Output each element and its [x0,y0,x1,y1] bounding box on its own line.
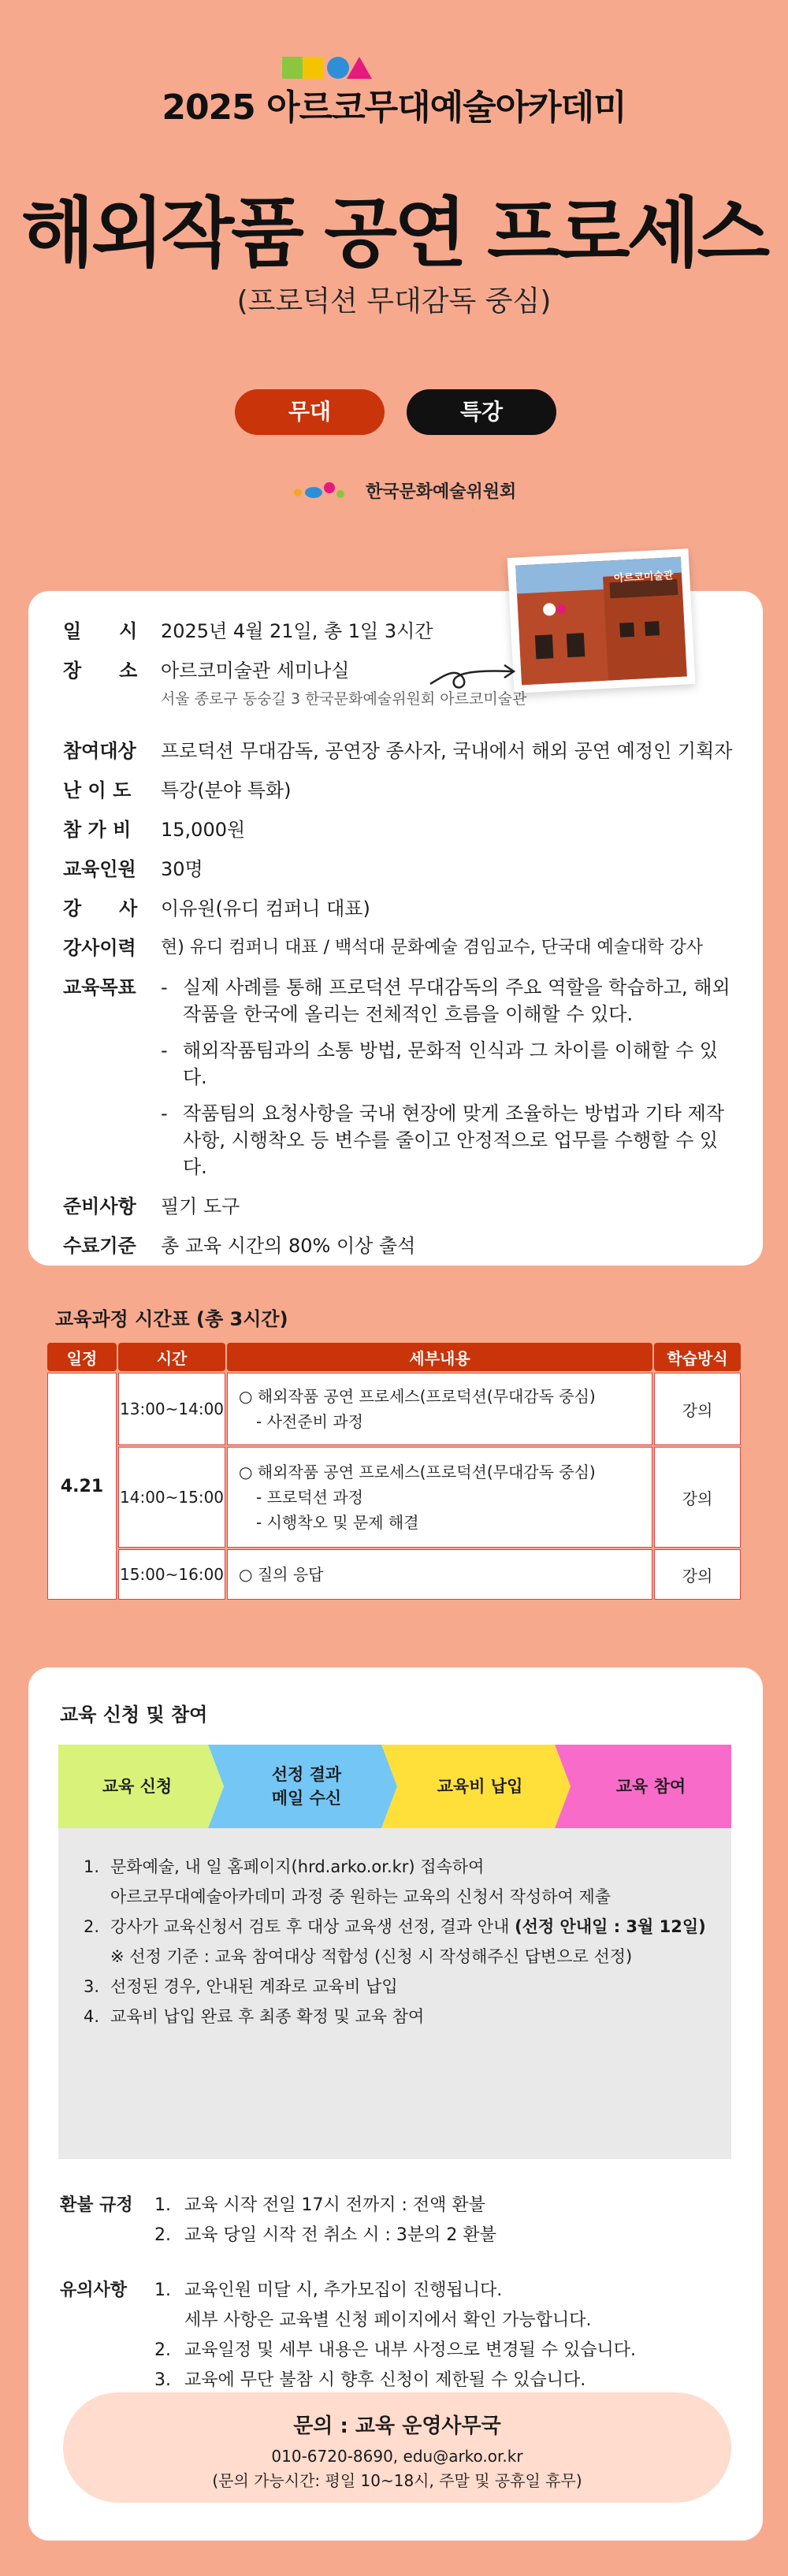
notes: 유의사항 1. 교육인원 미달 시, 추가모집이 진행됩니다. 세부 사항은 교육별 신청 페이지에서 확인 가능합니다. 2. 교육일정 및 세부 내용은 내부 사정으로 변경될 수 있습니다. 3. 교육에 무단 불참 시 향후 신청이 제한될 수 있습니다. [60,2276,738,2455]
list-item: 1. 교육 시작 전일 17시 전까지 : 전액 환불 [154,2195,485,2215]
step-attend: 교육 참여 [615,1777,686,1796]
venue-sign: 아르코미술관 [613,570,674,585]
org-name: 한국문화예술위원회 [366,481,517,502]
table-row: 15:00~16:00 ○ 질의 응답 강의 [47,1549,741,1600]
info-row-capacity: 교육인원 30명 [63,858,203,880]
timetable-header: 일정 시간 세부내용 학습방식 [47,1343,741,1371]
application-steps-box [58,1828,731,2159]
info-row-career: 강사이력 현) 유디 컴퍼니 대표 / 백석대 문화예술 겸임교수, 단국대 예술대학 강사 [63,937,703,959]
contact-line[interactable]: 010-6720-8690, edu@arko.or.kr [271,2447,523,2466]
list-item: 3. 선정된 경우, 안내된 계좌로 교육비 납입 [84,1977,398,1996]
list-item: 2. 교육일정 및 세부 내용은 내부 사정으로 변경될 수 있습니다. [154,2340,636,2360]
academy-logo-text: 2025 아르코무대예술아카데미 [162,87,626,128]
venue-address: 서울 종로구 동숭길 3 한국문화예술위원회 아르코미술관 [161,690,527,708]
info-row-date: 일 시 2025년 4월 21일, 총 1일 3시간 [63,620,433,642]
list-item: 아르코무대예술아카데미 과정 중 원하는 교육의 신청서 작성하여 제출 [110,1887,611,1906]
goal-item: - 작품팀의 요청사항을 국내 현장에 맞게 조율하는 방법과 기타 제작사항, 시행착오 등 변수를 줄이고 안정적으로 업무를 수행할 수 있다. [161,1100,741,1180]
process-steps [58,1745,731,1828]
list-item: 1. 교육인원 미달 시, 추가모집이 진행됩니다. 세부 사항은 교육별 신청 페이지에서 확인 가능합니다. [154,2280,592,2330]
contact-box [63,2392,731,2503]
info-row-venue: 장 소 아르코미술관 세미나실 서울 종로구 동숭길 3 한국문화예술위원회 아르코미술관 [63,657,741,712]
course-info-card [28,570,763,1266]
info-row-goals: 교육목표 - 실제 사례를 통해 프로덕션 무대감독의 주요 역할을 학습하고, 해외작품을 한국에 올리는 전체적인 흐름을 이해할 수 있다. - 해외작품팀과의 소통 방법, 문화적 인식과 그 차이를 이해할 수 있다. - 작품팀의 요청사항을 국내 현장에 맞게 조율하는 방법과 기타 제작사항, 시행착오 등 변수를 줄이고 안정적으로 업무를 수행할 수 있다. [63,974,741,1180]
enrollment-title: 교육 신청 및 참여 [60,1704,208,1726]
tag-special-lecture: 특강 [407,389,556,435]
list-item: 1. 문화예술, 내 일 홈페이지(hrd.arko.or.kr) 접속하여 [84,1857,485,1876]
step-result-mail: 선정 결과 메일 수신 [271,1765,342,1808]
step-payment: 교육비 납입 [437,1777,523,1796]
list-item: 3. 교육에 무단 불참 시 향후 신청이 제한될 수 있습니다. [154,2370,586,2390]
step-apply: 교육 신청 [102,1777,173,1796]
list-item: ※ 선정 기준 : 교육 참여대상 적합성 (신청 시 작성해주신 답변으로 선정) [110,1947,633,1966]
timetable [46,1341,742,1601]
refund-policy: 환불 규정 1. 교육 시작 전일 17시 전까지 : 전액 환불 2. 교육 당일 시작 전 취소 시 : 3분의 2 환불 [60,2191,738,2251]
page-title: 해외작품 공연 프로세스 [20,189,768,277]
info-row-completion: 수료기준 총 교육 시간의 80% 이상 출석 [63,1235,416,1257]
page-subtitle: (프로덕션 무대감독 중심) [236,285,552,318]
timetable-title: 교육과정 시간표 (총 3시간) [55,1308,288,1330]
enrollment-card [28,1667,763,2541]
table-row: 4.21 13:00~14:00 ○ 해외작품 공연 프로세스(프로덕션(무대감독 중심) - 사전준비 과정 강의 [47,1373,741,1445]
contact-title: 문의 : 교육 운영사무국 [293,2414,501,2438]
table-row: 14:00~15:00 ○ 해외작품 공연 프로세스(프로덕션(무대감독 중심) - 프로덕션 과정 - 시행착오 및 문제 해결 강의 [47,1447,741,1548]
info-row-target: 참여대상 프로덕션 무대감독, 공연장 종사자, 국내에서 해외 공연 예정인 기획자 [63,740,733,762]
session-date: 4.21 [47,1373,117,1600]
goal-item: - 실제 사례를 통해 프로덕션 무대감독의 주요 역할을 학습하고, 해외작품을 한국에 올리는 전체적인 흐름을 이해할 수 있다. [161,974,741,1028]
info-row-instructor: 강 사 이유원(유디 컴퍼니 대표) [63,898,370,920]
list-item: 2. 강사가 교육신청서 검토 후 대상 교육생 선정, 결과 안내 (선정 안내일 : 3월 12일) [84,1917,706,1936]
list-item: 4. 교육비 납입 완료 후 최종 확정 및 교육 참여 [84,2007,425,2026]
info-row-level: 난 이 도 특강(분야 특화) [63,779,292,801]
list-item: 2. 교육 당일 시작 전 취소 시 : 3분의 2 환불 [154,2225,496,2245]
goal-item: - 해외작품팀과의 소통 방법, 문화적 인식과 그 차이를 이해할 수 있다. [161,1037,741,1091]
org-logo [292,476,516,504]
selection-date: (선정 안내일 : 3월 12일) [515,1917,706,1936]
tag-stage: 무대 [235,389,385,435]
contact-hours: (문의 가능시간: 평일 10~18시, 주말 및 공휴일 휴무) [212,2471,582,2490]
info-row-fee: 참 가 비 15,000원 [63,819,246,841]
info-row-prep: 준비사항 필기 도구 [63,1195,240,1217]
arko-logo-icon [292,478,355,502]
